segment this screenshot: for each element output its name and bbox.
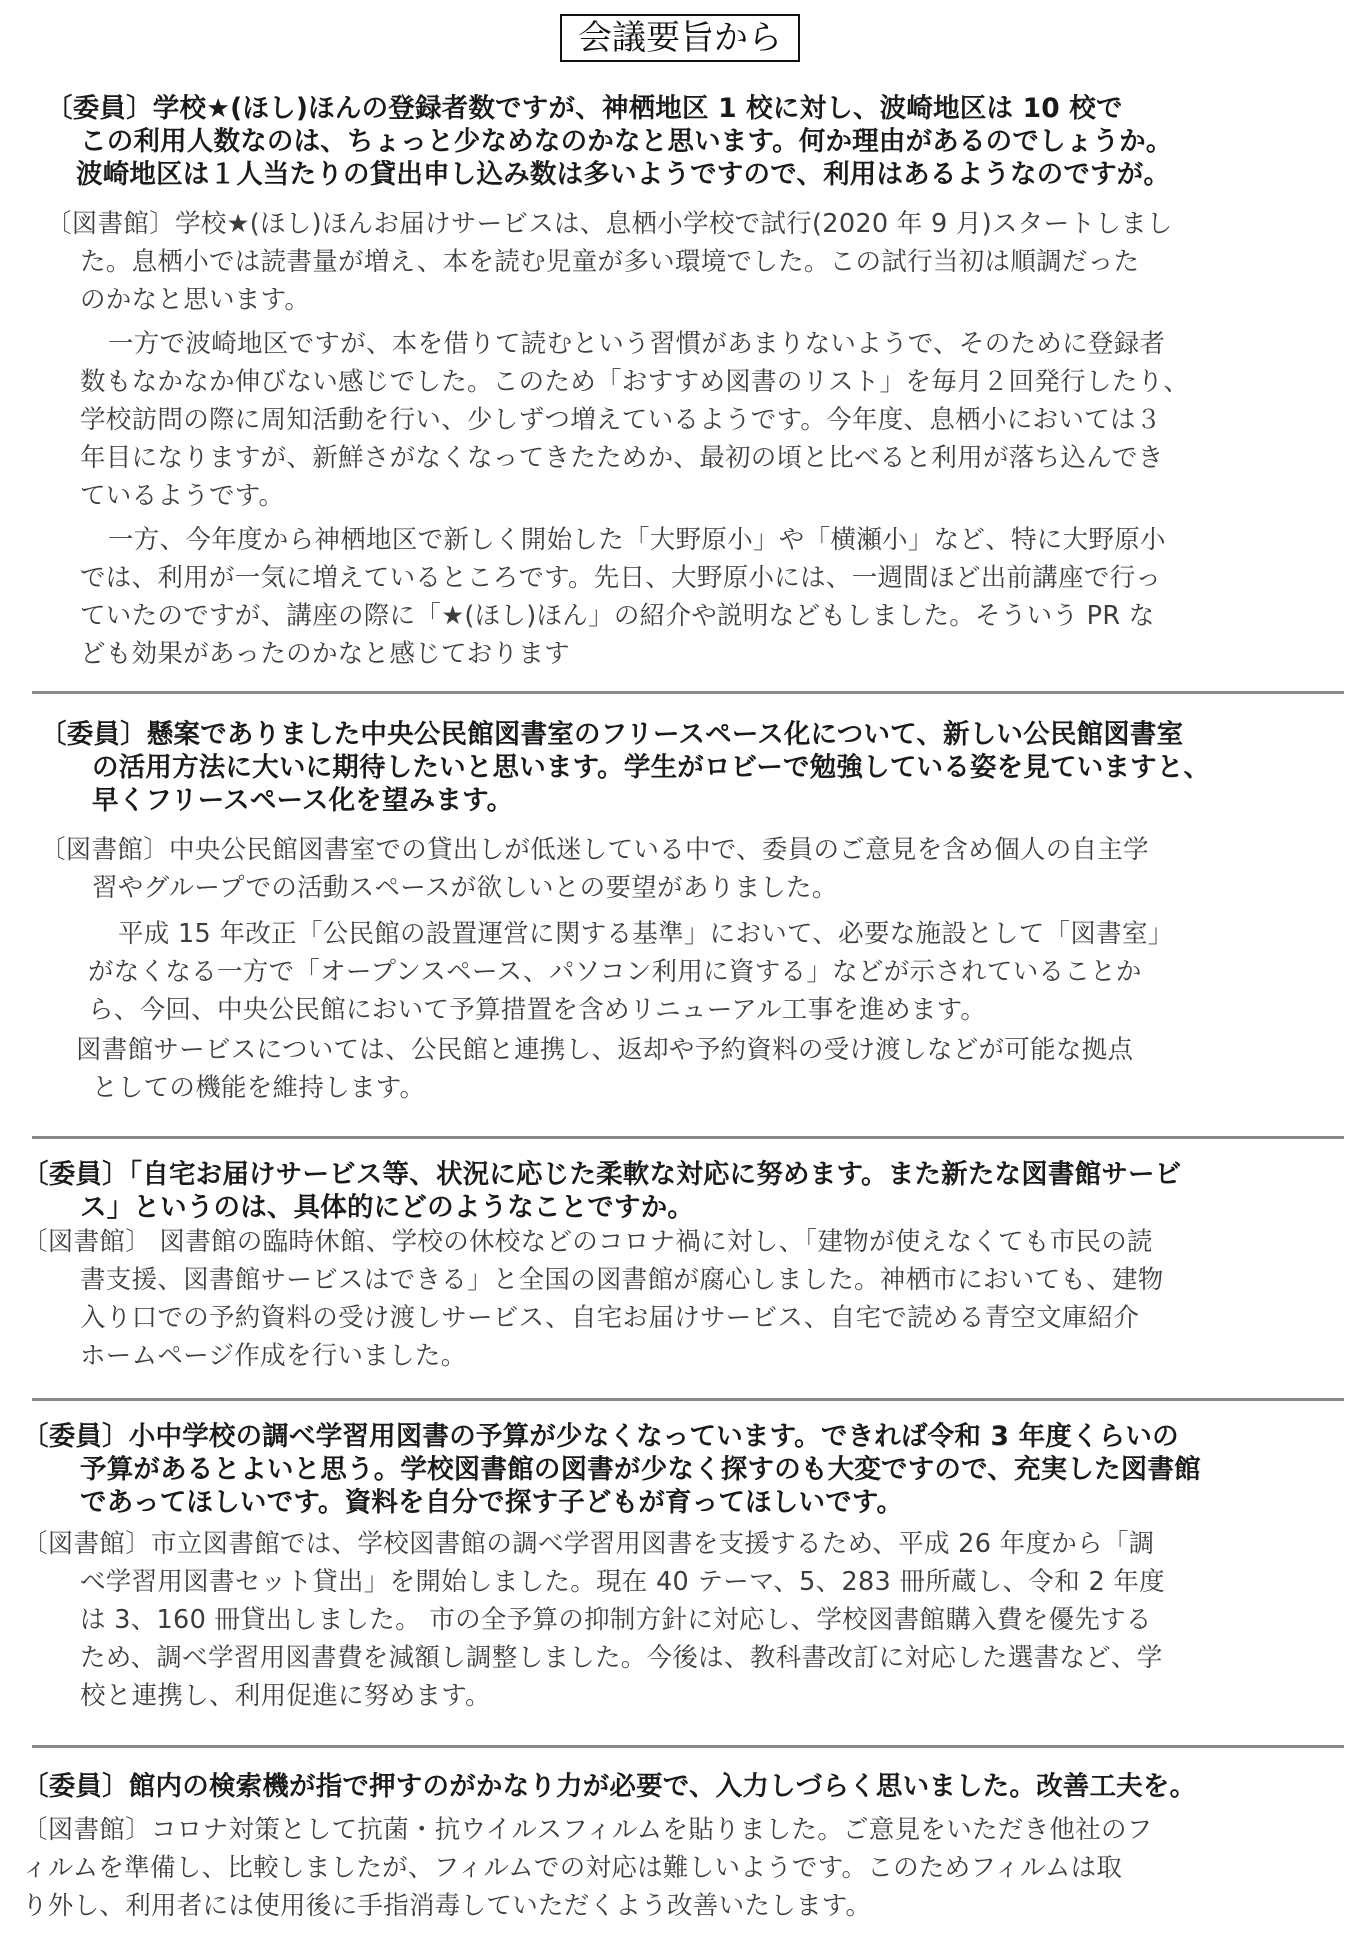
answer-line: ィルムを準備し、比較しましたが、フィルムでの対応は難しいようです。このためフィルムは取: [22, 1853, 1123, 1883]
answer-line: 図書館サービスについては、公民館と連携し、返却や予約資料の受け渡しなどが可能な拠点: [76, 1035, 1134, 1065]
question-line: 〔委員〕学校★(ほし)ほんの登録者数ですが、神栖地区 1 校に対し、波崎地区は 10 校で: [46, 93, 1123, 124]
answer-line: ら、今回、中央公民館において予算措置を含めリニューアル工事を進めます。: [88, 995, 987, 1025]
question-line: 〔委員〕懸案でありました中央公民館図書室のフリースペース化について、新しい公民館図書室: [40, 719, 1184, 750]
answer-line: 〔図書館〕コロナ対策として抗菌・抗ウイルスフィルムを貼りました。ご意見をいただき他社のフ: [22, 1815, 1153, 1845]
section-divider: [32, 1398, 1344, 1401]
answer-line: 習やグループでの活動スペースが欲しいとの要望がありました。: [92, 873, 838, 903]
answer-line: ため、調べ学習用図書費を減額し調整しました。今後は、教科書改訂に対応した選書など、学: [80, 1643, 1163, 1673]
answer-line: 〔図書館〕中央公民館図書室での貸出しが低迷している中で、委員のご意見を含め個人の自主学: [40, 835, 1149, 865]
answer-line: 年目になりますが、新鮮さがなくなってきたためか、最初の頃と比べると利用が落ち込んでき: [80, 443, 1164, 473]
answer-line: 〔図書館〕 図書館の臨時休館、学校の休校などのコロナ禍に対し、「建物が使えなくても市民の読: [22, 1227, 1153, 1257]
answer-line: 〔図書館〕市立図書館では、学校図書館の調べ学習用図書を支援するため、平成 26 年度から「調: [22, 1529, 1155, 1559]
answer-line: 数もなかなか伸びない感じでした。このため「おすすめ図書のリスト」を毎月２回発行したり、: [80, 367, 1190, 397]
section-divider: [32, 1745, 1344, 1748]
question-line: 〔委員〕小中学校の調べ学習用図書の予算が少なくなっています。できれば令和 3 年度くらいの: [22, 1421, 1179, 1452]
question-line: であってほしいです。資料を自分で探す子どもが育ってほしいです。: [80, 1487, 904, 1518]
question-line: この利用人数なのは、ちょっと少なめなのかなと思います。何か理由があるのでしょうか。: [80, 126, 1173, 157]
answer-line: 校と連携し、利用促進に努めます。: [80, 1681, 491, 1711]
answer-line: では、利用が一気に増えているところです。先日、大野原小には、一週間ほど出前講座で行っ: [80, 563, 1162, 593]
answer-line: 入り口での予約資料の受け渡しサービス、自宅お届けサービス、自宅で読める青空文庫紹介: [80, 1303, 1140, 1333]
answer-line: べ学習用図書セット貸出」を開始しました。現在 40 テーマ、5、283 冊所蔵し、令和 2 年度: [80, 1567, 1165, 1597]
answer-line: 一方、今年度から神栖地区で新しく開始した「大野原小」や「横瀬小」など、特に大野原小: [108, 525, 1166, 555]
answer-line: り外し、利用者には使用後に手指消毒していただくよう改善いたします。: [22, 1891, 872, 1921]
answer-line: がなくなる一方で「オープンスペース、パソコン利用に資する」などが示されていることか: [88, 957, 1142, 987]
question-line: の活用方法に大いに期待したいと思います。学生がロビーで勉強している姿を見ていますと、: [92, 752, 1211, 783]
answer-line: のかなと思います。: [80, 285, 311, 315]
question-line: 予算があるとよいと思う。学校図書館の図書が少なく探すのも大変ですので、充実した図書館: [80, 1454, 1201, 1485]
answer-line: ていたのですが、講座の際に「★(ほし)ほん」の紹介や説明などもしました。そういう PR な: [80, 601, 1155, 631]
answer-line: ども効果があったのかなと感じております: [80, 639, 570, 669]
answer-line: としての機能を維持します。: [92, 1073, 426, 1103]
answer-line: ているようです。: [80, 481, 285, 511]
answer-line: 一方で波崎地区ですが、本を借りて読むという習慣があまりないようで、そのために登録者: [108, 329, 1166, 359]
section-divider: [32, 691, 1344, 694]
answer-line: 〔図書館〕学校★(ほし)ほんお届けサービスは、息栖小学校で試行(2020 年 9 月)スタートしまし: [46, 209, 1173, 239]
answer-line: は 3、160 冊貸出しました。 市の全予算の抑制方針に対応し、学校図書館購入費を優先する: [80, 1605, 1152, 1635]
answer-line: 書支援、図書館サービスはできる」と全国の図書館が腐心しました。神栖市においても、建物: [80, 1265, 1164, 1295]
answer-line: た。息栖小では読書量が増え、本を読む児童が多い環境でした。この試行当初は順調だった: [80, 247, 1140, 277]
answer-line: 平成 15 年改正「公民館の設置運営に関する基準」において、必要な施設として「図書室」: [118, 919, 1174, 949]
question-line: 早くフリースペース化を望みます。: [92, 785, 514, 816]
answer-line: 学校訪問の際に周知活動を行い、少しずつ増えているようです。今年度、息栖小においては３: [80, 405, 1162, 435]
question-line: 波崎地区は１人当たりの貸出申し込み数は多いようですので、利用はあるようなのですが。: [76, 159, 1171, 190]
question-line: 〔委員〕「自宅お届けサービス等、状況に応じた柔軟な対応に努めます。また新たな図書館サービ: [22, 1159, 1182, 1190]
section-divider: [32, 1136, 1344, 1139]
answer-line: ホームページ作成を行いました。: [80, 1341, 467, 1371]
question-line: ス」というのは、具体的にどのようなことですか。: [80, 1192, 695, 1223]
question-line: 〔委員〕館内の検索機が指で押すのがかなり力が必要で、入力しづらく思いました。改善工夫を。: [22, 1771, 1197, 1802]
page-title: 会議要旨から: [560, 14, 800, 62]
